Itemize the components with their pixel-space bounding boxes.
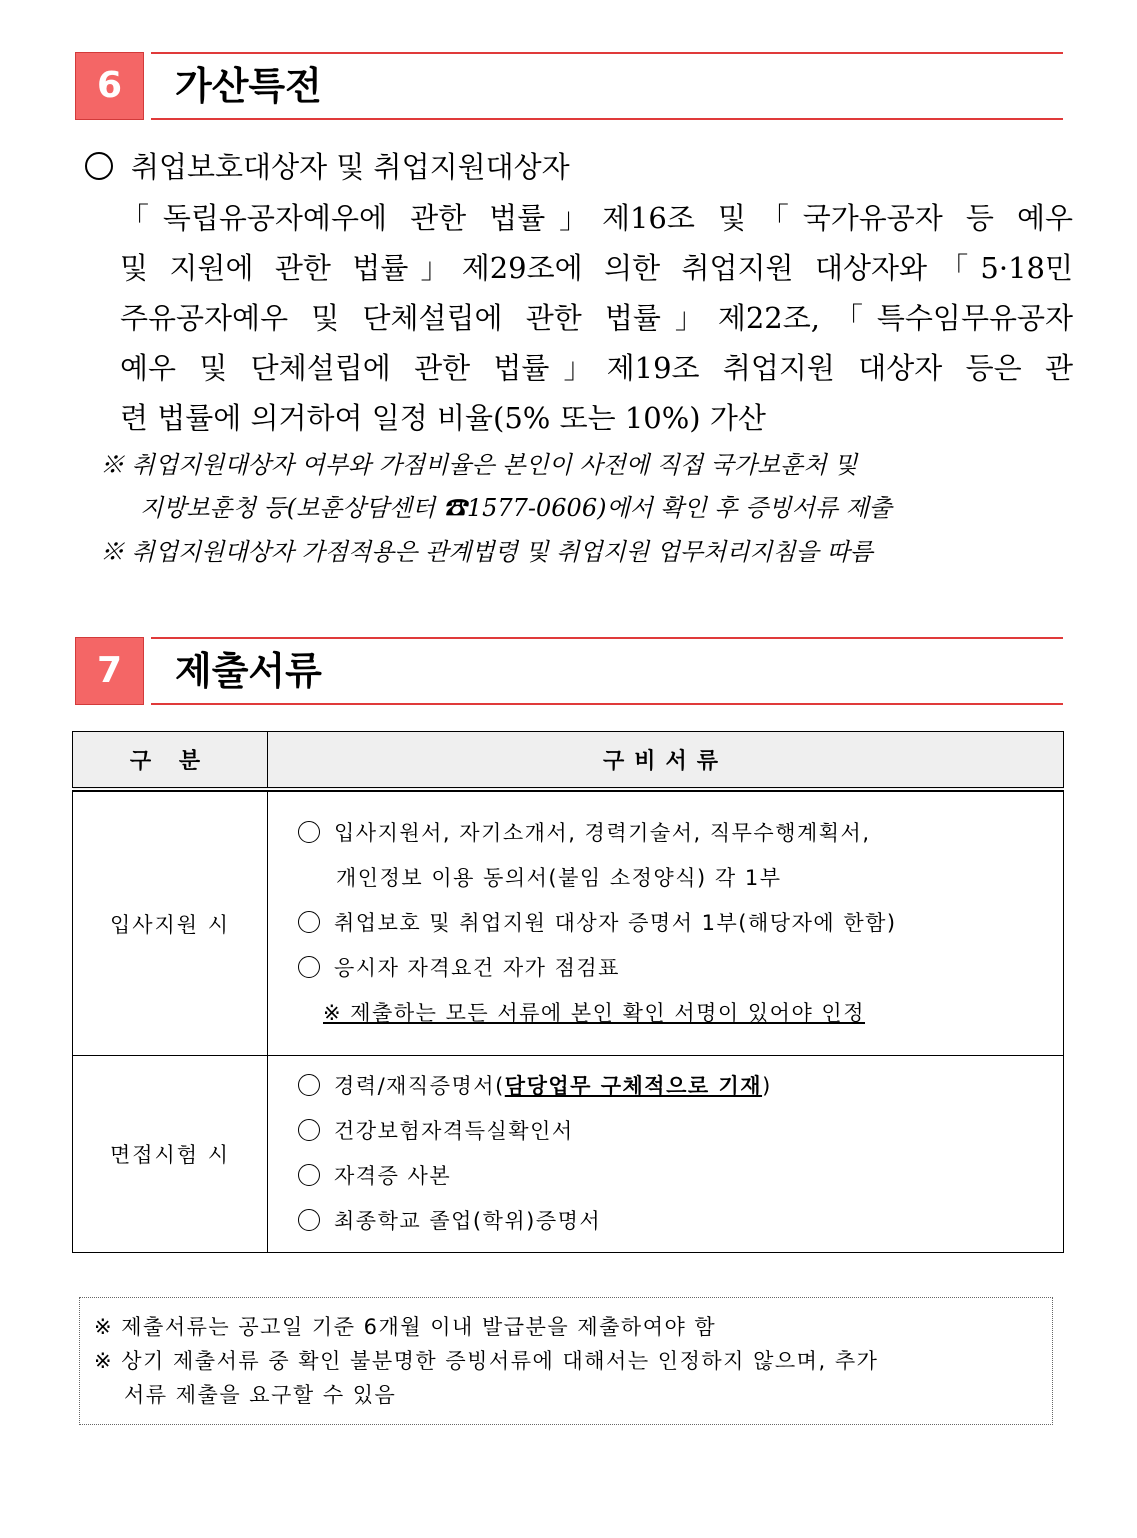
circle-bullet-icon [298,956,320,978]
table-note: ※ 제출하는 모든 서류에 본인 확인 서명이 있어야 인정 [323,1001,866,1025]
paragraph-line: 예우 및 단체설립에 관한 법률」제19조 취업지원 대상자 등은 관 [120,351,1073,385]
circle-bullet-icon [298,1074,320,1096]
row-category: 입사지원 시 [73,792,268,1056]
list-item: 취업보호 및 취업지원 대상자 증명서 1부(해당자에 한함) [298,901,1063,946]
circle-bullet-icon [298,1119,320,1141]
list-item: 입사지원서, 자기소개서, 경력기술서, 직무수행계획서, [298,811,1063,856]
note-line: ※ 상기 제출서류 중 확인 불분명한 증빙서류에 대해서는 인정하지 않으며, 추가 [94,1349,879,1373]
note-line: ※ 취업지원대상자 가점적용은 관계법령 및 취업지원 업무처리지침을 따름 [100,538,873,566]
section-number: 6 [75,52,144,120]
paragraph-line: 련 법률에 의거하여 일정 비율(5% 또는 10%) 가산 [120,401,766,435]
list-item: 최종학교 졸업(학위)증명서 [298,1199,1063,1244]
row-items [268,792,1064,1056]
circle-bullet-icon [85,152,113,180]
list-item: 자격증 사본 [298,1154,1063,1199]
table-row [73,1056,1064,1253]
row-category: 면접시험 시 [73,1056,268,1253]
paragraph-line: 및 지원에 관한 법률」제29조에 의한 취업지원 대상자와「5·18민 [120,251,1073,285]
circle-bullet-icon [298,821,320,843]
paragraph-line: 주유공자예우 및 단체설립에 관한 법률」제22조,「특수임무유공자 [120,301,1073,335]
circle-bullet-icon [298,911,320,933]
header-category: 구 분 [73,732,268,790]
note-line: 서류 제출을 요구할 수 있음 [124,1383,397,1407]
bullet-text: 취업보호대상자 및 취업지원대상자 [131,150,570,184]
list-item: 건강보험자격득실확인서 [298,1109,1063,1154]
note-line: ※ 취업지원대상자 여부와 가점비율은 본인이 사전에 직접 국가보훈처 및 [100,451,858,479]
circle-bullet-icon [298,1209,320,1231]
section-title: 가산특전 [151,52,1063,120]
bullet-heading [85,145,570,186]
header-documents: 구비서류 [268,732,1064,790]
row-items [268,1056,1064,1253]
list-item: 응시자 자격요건 자가 점검표 [298,946,1063,991]
section-6-header [75,52,1063,120]
note-line: 지방보훈청 등(보훈상담센터 ☎1577-0606)에서 확인 후 증빙서류 제출 [140,494,892,522]
note-line: ※ 제출서류는 공고일 기준 6개월 이내 발급분을 제출하여야 함 [94,1315,717,1339]
section-title: 제출서류 [151,637,1063,705]
section-number: 7 [75,637,144,705]
notes-box [79,1297,1053,1425]
paragraph-line: 「독립유공자예우에 관한 법률」제16조 및「국가유공자 등 예우 [120,201,1073,235]
section-7-header [75,637,1063,705]
table-header-row [73,732,1064,790]
emphasis-text: 담당업무 구체적으로 기재 [504,1074,763,1098]
list-item-continuation: 개인정보 이용 동의서(붙임 소정양식) 각 1부 [336,866,782,890]
table-row [73,792,1064,1056]
circle-bullet-icon [298,1164,320,1186]
list-item: 경력/재직증명서(담당업무 구체적으로 기재) [298,1064,1063,1109]
documents-table [72,731,1064,1253]
